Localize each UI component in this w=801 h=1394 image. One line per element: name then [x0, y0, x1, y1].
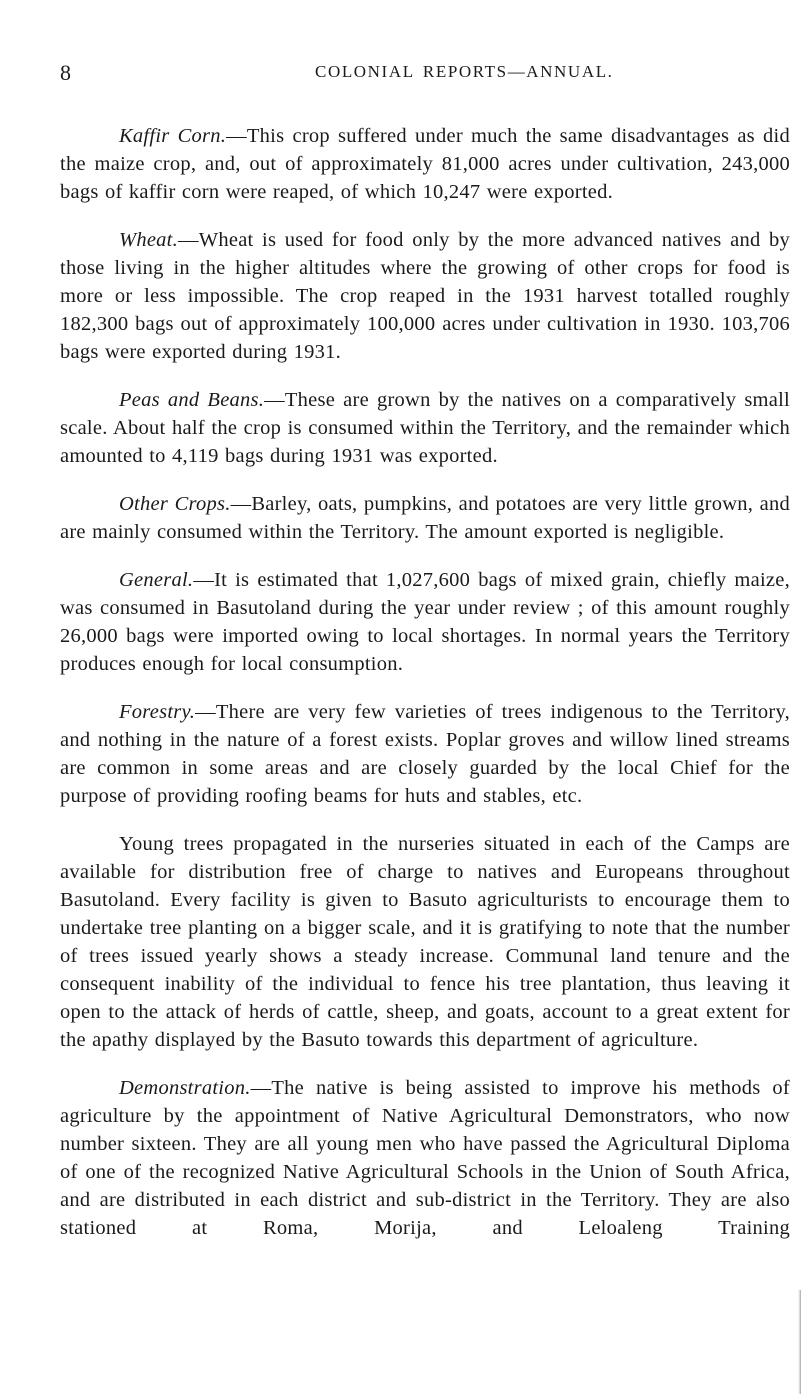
paragraph-wheat	[60, 226, 790, 366]
paragraph-heading: Forestry.	[119, 701, 196, 723]
paragraph-text: —It is estimated that 1,027,600 bags of mixed grain, chiefly maize, was consumed in Basutoland during the year under review ; of this amount roughly 26,000 bags were imported owing to local shortages. In normal years the Territory produces enough for local consumption.	[60, 569, 790, 675]
paragraph-kaffir-corn	[60, 122, 790, 206]
body-text	[60, 122, 790, 1262]
paragraph-demonstration	[60, 1074, 790, 1242]
paragraph-heading: Demonstration.	[119, 1077, 251, 1099]
paragraph-other-crops	[60, 490, 790, 546]
paragraph-text: —The native is being assisted to improve his methods of agriculture by the appointment of Native Agricultural Demonstrators, who now number sixteen. They are all young men who have passed the Agricultural Diploma of one of the recognized Native Agricultural Schools in the Union of South Africa, and are distributed in each district and sub-district in the Territory. They are also stationed at Roma, Morija, and Leloaleng Training	[60, 1077, 790, 1239]
paragraph-heading: Peas and Beans.	[119, 389, 265, 411]
paragraph-young-trees	[60, 830, 790, 1054]
paragraph-general	[60, 566, 790, 678]
paragraph-heading: Wheat.	[119, 229, 178, 251]
page-number: 8	[60, 60, 72, 85]
paragraph-heading: General.	[119, 569, 194, 591]
paragraph-heading: Kaffir Corn.	[119, 125, 227, 147]
running-head: COLONIAL REPORTS—ANNUAL.	[315, 62, 614, 81]
page-header	[60, 60, 760, 86]
paragraph-text: —This crop suffered under much the same disadvantages as did the maize crop, and, out of approximately 81,000 acres under cultivation, 243,000 bags of kaffir corn were reaped, of which 10,247 were exported.	[60, 125, 790, 203]
paragraph-peas-and-beans	[60, 386, 790, 470]
paragraph-heading: Other Crops.	[119, 493, 231, 515]
paragraph-text: —There are very few varieties of trees indigenous to the Territory, and nothing in the nature of a forest exists. Poplar groves and willow lined streams are common in some areas and are closely guarded by the local Chief for the purpose of providing roofing beams for huts and stables, etc.	[60, 701, 790, 807]
paragraph-text: —These are grown by the natives on a comparatively small scale. About half the crop is consumed within the Territory, and the remainder which amounted to 4,119 bags during 1931 was exported.	[60, 389, 790, 467]
paragraph-text: —Barley, oats, pumpkins, and potatoes are very little grown, and are mainly consumed within the Territory. The amount exported is negligible.	[60, 493, 790, 543]
paragraph-forestry	[60, 698, 790, 810]
paragraph-text: Young trees propagated in the nurseries situated in each of the Camps are available for distribution free of charge to natives and Europeans throughout Basutoland. Every facility is given to Basuto agriculturists to encourage them to undertake tree planting on a bigger scale, and it is gratifying to note that the number of trees issued yearly shows a steady increase. Communal land tenure and the consequent inability of the individual to fence his tree plantation, thus leaving it open to the attack of herds of cattle, sheep, and goats, account to a great extent for the apathy displayed by the Basuto towards this department of agriculture.	[60, 833, 790, 1051]
paragraph-text: —Wheat is used for food only by the more advanced natives and by those living in the higher altitudes where the growing of other crops for food is more or less impossible. The crop reaped in the 1931 harvest totalled roughly 182,300 bags out of approximately 100,000 acres under cultivation in 1930. 103,706 bags were exported during 1931.	[60, 229, 790, 363]
